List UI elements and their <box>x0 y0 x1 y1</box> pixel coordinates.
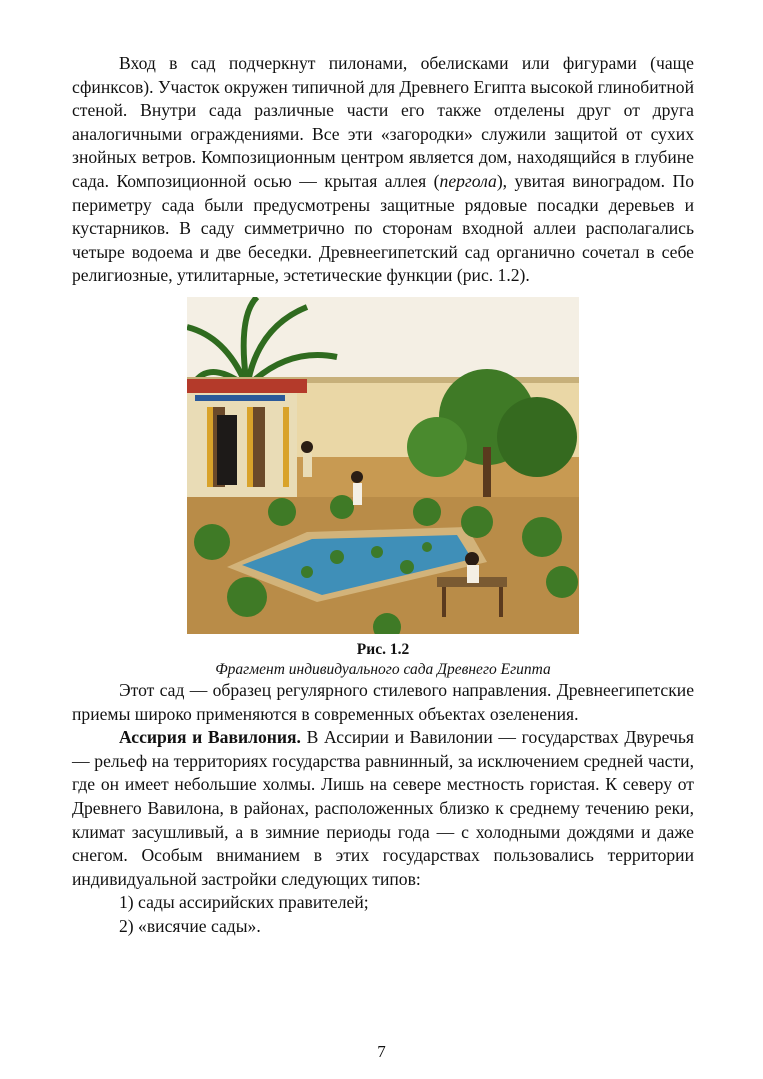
figure <box>72 297 694 679</box>
paragraph-text: В Ассирии и Вавилонии — государствах Двуречья — рельеф на территориях государства равнинный, за исключением средней части, где он имеет небольшие холмы. Лишь на севере местность гористая. К северу от Древнего Вавилона, в районах, расположенных близко к среднему течению реки, климат засушливый, а в зимние периоды года — с холодными дождями и даже снегом. Особым вниманием в этих государствах пользовались территории индивидуальной застройки следующих типов: <box>72 727 694 889</box>
section-heading: Ассирия и Вавилония. <box>119 727 301 748</box>
egyptian-garden-illustration <box>187 297 579 634</box>
garden-scene-image <box>187 297 579 634</box>
figure-caption: Фрагмент индивидуального сада Древнего Египта <box>215 660 551 678</box>
section-paragraph <box>72 726 694 891</box>
intro-paragraph <box>72 52 694 288</box>
page-body <box>72 52 694 938</box>
italic-term: пергола <box>439 170 497 191</box>
paragraph: Этот сад — образец регулярного стилевого направления. Древнеегипетские приемы широко применяются в современных объектах озеленения. <box>72 679 694 724</box>
paragraph-text: Вход в сад подчеркнут пилонами, обелисками или фигурами (чаще сфинксов). Участок окружен типичной для Древнего Египта высокой глинобитной стеной. Внутри сада различные части его также отделены друг от друга аналогичными ограждениями. Все эти «загородки» служили защитой от сухих знойных ветров. Композиционным центром является дом, находящийся в глубине сада. Композиционной осью — крытая аллея ( <box>72 53 694 191</box>
list-item: 1) сады ассирийских правителей; <box>119 892 369 913</box>
page-number: 7 <box>377 1042 386 1061</box>
list-item: 2) «висячие сады». <box>119 915 261 936</box>
figure-number: Рис. 1.2 <box>356 640 410 658</box>
paragraph-text: ), увитая виноградом. По периметру сада были предусмотрены защитные рядовые посадки деревьев и кустарников. В саду симметрично по сторонам входной аллеи располагались четыре водоема и две беседки. Древнеегипетский сад органично сочетал в себе религиозные, утилитарные, эстетические функции (рис. 1.2). <box>72 170 694 286</box>
